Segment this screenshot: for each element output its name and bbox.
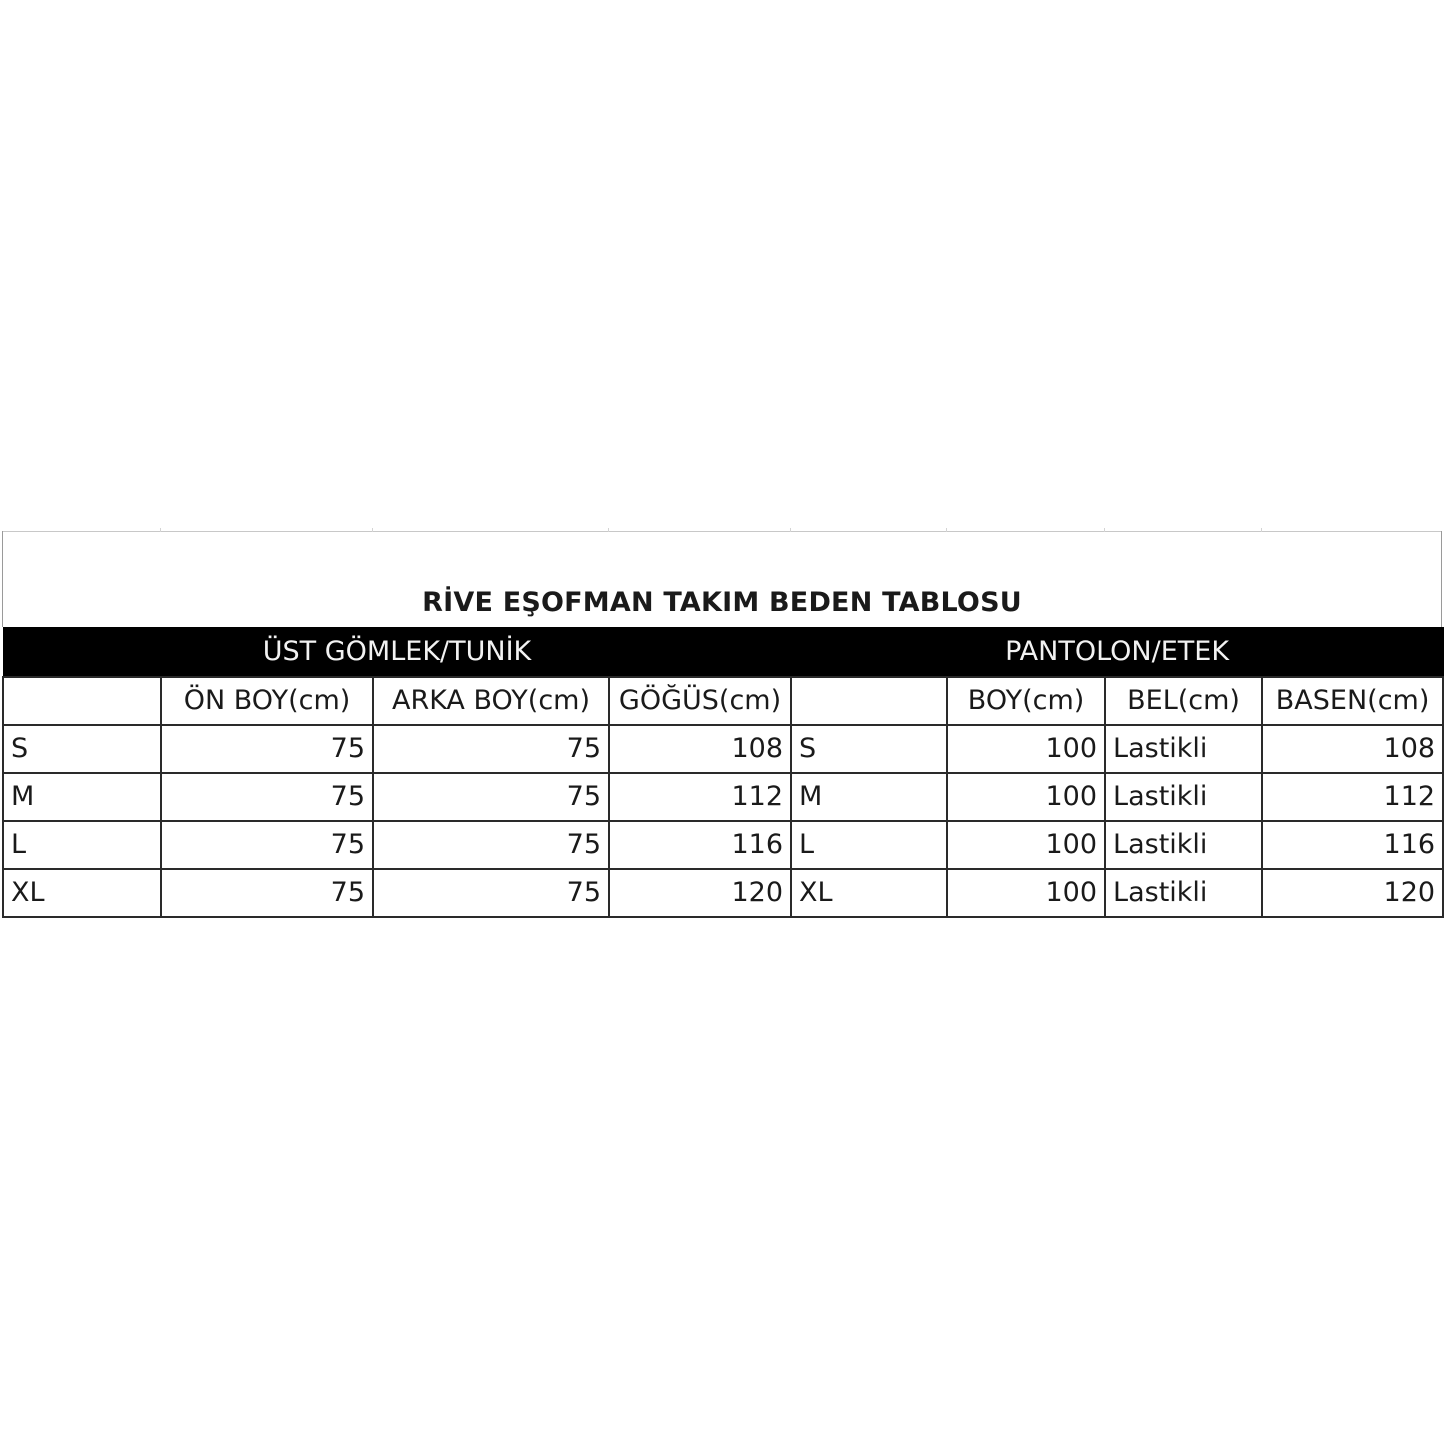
- sheet-top-gridline: [2, 531, 1442, 532]
- size-cell-bottom: L: [791, 821, 947, 869]
- basen-cell: 108: [1262, 725, 1443, 773]
- gogus-cell: 116: [609, 821, 791, 869]
- group-bottom-label: PANTOLON/ETEK: [791, 628, 1443, 678]
- column-header-gogus: GÖĞÜS(cm): [609, 677, 791, 725]
- gridline-tick: [608, 528, 609, 532]
- arka-boy-cell: 75: [373, 725, 609, 773]
- boy-cell: 100: [947, 725, 1105, 773]
- on-boy-cell: 75: [161, 773, 373, 821]
- size-cell: L: [3, 821, 161, 869]
- bel-cell: Lastikli: [1105, 821, 1262, 869]
- gogus-cell: 120: [609, 869, 791, 917]
- table-row: [3, 821, 1443, 869]
- gridline-tick: [160, 528, 161, 532]
- size-cell-bottom: XL: [791, 869, 947, 917]
- group-top-label: ÜST GÖMLEK/TUNİK: [3, 628, 791, 678]
- table-row: [3, 725, 1443, 773]
- bel-cell: Lastikli: [1105, 725, 1262, 773]
- on-boy-cell: 75: [161, 869, 373, 917]
- bel-cell: Lastikli: [1105, 773, 1262, 821]
- chart-title: RİVE EŞOFMAN TAKIM BEDEN TABLOSU: [422, 587, 1022, 618]
- size-cell-bottom: M: [791, 773, 947, 821]
- column-header-basen: BASEN(cm): [1262, 677, 1443, 725]
- boy-cell: 100: [947, 869, 1105, 917]
- size-chart-sheet: [2, 531, 1442, 915]
- column-header-row: [3, 677, 1443, 725]
- gridline-tick: [1261, 528, 1262, 532]
- table-row: [3, 869, 1443, 917]
- column-header-on-boy: ÖN BOY(cm): [161, 677, 373, 725]
- size-cell: S: [3, 725, 161, 773]
- on-boy-cell: 75: [161, 821, 373, 869]
- size-cell-bottom: S: [791, 725, 947, 773]
- table-row: [3, 773, 1443, 821]
- basen-cell: 112: [1262, 773, 1443, 821]
- gogus-cell: 108: [609, 725, 791, 773]
- size-cell: M: [3, 773, 161, 821]
- column-header-size-top: [3, 677, 161, 725]
- gogus-cell: 112: [609, 773, 791, 821]
- gridline-tick: [790, 528, 791, 532]
- basen-cell: 116: [1262, 821, 1443, 869]
- column-header-arka-boy: ARKA BOY(cm): [373, 677, 609, 725]
- column-header-bel: BEL(cm): [1105, 677, 1262, 725]
- column-header-boy: BOY(cm): [947, 677, 1105, 725]
- bel-cell: Lastikli: [1105, 869, 1262, 917]
- group-header-row: [3, 628, 1443, 678]
- size-table: [2, 627, 1444, 918]
- gridline-tick: [372, 528, 373, 532]
- boy-cell: 100: [947, 773, 1105, 821]
- arka-boy-cell: 75: [373, 869, 609, 917]
- size-cell: XL: [3, 869, 161, 917]
- basen-cell: 120: [1262, 869, 1443, 917]
- gridline-tick: [1104, 528, 1105, 532]
- arka-boy-cell: 75: [373, 821, 609, 869]
- gridline-tick: [946, 528, 947, 532]
- boy-cell: 100: [947, 821, 1105, 869]
- arka-boy-cell: 75: [373, 773, 609, 821]
- column-header-size-bottom: [791, 677, 947, 725]
- on-boy-cell: 75: [161, 725, 373, 773]
